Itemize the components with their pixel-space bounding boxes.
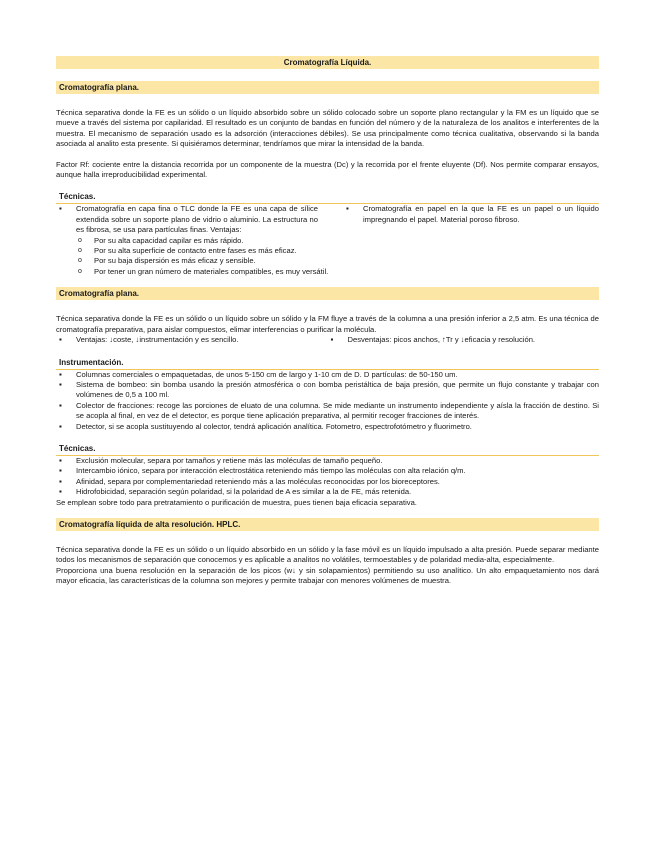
paragraph: Técnica separativa donde la FE es un sólido o un líquido absorbido sobre un sólido colocado sobre un soporte plano rectangular y la FM es un líquido que se mueve a través del sistema por capilaridad. El resultado es un conjunto de bandas en función del número y de la naturaleza de los analitos e interferentes de la muestra. El mecanismo de separación usado es la adsorción (interacciones débiles). Se usa principalmente como técnica cualitativa, observando si la banda asociada al analito esta presente. Si quisiéramos determinar, tendríamos que mirar la intensidad de la banda. [56, 108, 599, 149]
list-item: o Por su alta superficie de contacto entre fases es más eficaz. [56, 246, 599, 256]
list-item: ▪ Cromatografía en capa fina o TLC donde la FE es una capa de sílice extendida sobre un soporte plano de vidrio o aluminio. La estructura no es fibrosa, se usa para partículas finas. Ventajas: [56, 204, 318, 235]
document-title: Cromatografía Líquida. [56, 56, 599, 69]
list-item: ▪ Afinidad, separa por complementariedad reteniendo más a las moléculas reconocidas por los bioreceptores. [56, 477, 599, 487]
list-item-desventajas: ▪ Desventajas: picos anchos, ↑Tr y ↓eficacia y resolución. [328, 335, 600, 345]
section-heading-tecnicas-2: Técnicas. [56, 442, 599, 456]
list-item: ▪ Exclusión molecular, separa por tamaños y retiene más las moléculas de tamaño pequeño. [56, 456, 599, 466]
paragraph: Proporciona una buena resolución en la separación de los picos (w↓ y sin solapamientos) permitiendo su uso analítico. Un alto empaquetamiento nos dará mayor eficacia, las características de la columna son mejores y permite trabajar con menores volúmenes de muestra. [56, 565, 599, 586]
section-heading-instrumentacion: Instrumentación. [56, 356, 599, 370]
paragraph: Técnica separativa donde la FE es un sólido o un líquido absorbido en un sólido y la fase móvil es un líquido impulsado a alta presión. Puede separar mediante todos los mecanismos de separación que conocemos y es aplicable a analitos no volátiles, termoestables y de polaridad media-alta, especialmente. [56, 544, 599, 565]
two-column-list [56, 204, 599, 235]
list-item: o Por su baja dispersión es más eficaz y sensible. [56, 256, 599, 266]
instrumentacion-list [56, 370, 599, 432]
list-item: ▪ Hidrofobicidad, separación según polaridad, si la polaridad de A es similar a la de FE, más retenida. [56, 487, 599, 497]
list-item: ▪ Colector de fracciones: recoge las porciones de eluato de una columna. Se mide mediante un instrumento independiente y aísla la fracción de destino. Si se acopla al final, en vez de el detector, es porque tiene aplicación preparativa, al permitir recoger fracciones de interés. [56, 401, 599, 422]
left-column [56, 204, 318, 235]
list-item: ▪ Intercambio iónico, separa por interacción electrostática reteniendo más tiempo las moléculas con alta relación q/m. [56, 466, 599, 476]
right-column [343, 204, 599, 235]
section-heading-cromatografia-plana: Cromatografía plana. [56, 81, 599, 94]
list-item: ▪ Sistema de bombeo: sin bomba usando la presión atmosférica o con bomba peristáltica de baja presión, que permite un flujo constante y trabajar con volúmenes de 0,5 a 100 ml. [56, 380, 599, 401]
ventajas-list [56, 236, 599, 278]
paragraph: Técnica separativa donde la FE es un sólido o un líquido sobre un sólido y la FM fluye a través de la columna a una presión inferior a 2,5 atm. Es una técnica de cromatografía preparativa, para aislar compuestos, elimar interferencias o purificar la molécula. [56, 314, 599, 334]
section-heading-hplc: Cromatografía líquida de alta resolución. HPLC. [56, 518, 599, 531]
document-page [56, 56, 599, 587]
tecnicas-list [56, 456, 599, 498]
list-item: ▪ Detector, si se acopla sustituyendo al colector, tendrá aplicación analítica. Fotometro, espectrofotómetro y fluorimetro. [56, 422, 599, 432]
section-heading-tecnicas: Técnicas. [56, 190, 599, 204]
list-item: ▪ Cromatografía en papel en la que la FE es un papel o un líquido impregnando el papel. Material poroso fibroso. [343, 204, 599, 225]
paragraph: Factor Rf: cociente entre la distancia recorrida por un componente de la muestra (Dc) y la recorrida por el frente eluyente (Df). Nos permite comparar ensayos, aunque halla irreproducibilidad experimental. [56, 159, 599, 180]
list-item: ▪ Columnas comerciales o empaquetadas, de unos 5-150 cm de largo y 1-10 cm de D. D partículas: de 50-150 um. [56, 370, 599, 380]
list-item: o Por su alta capacidad capilar es más rápido. [56, 236, 599, 246]
paragraph: Se emplean sobre todo para pretratamiento o purificación de muestra, pues tienen baja eficacia separativa. [56, 497, 417, 507]
section-heading-cromatografia-plana-2: Cromatografía plana. [56, 287, 599, 300]
list-item: o Por tener un gran número de materiales compatibles, es muy versátil. [56, 267, 599, 277]
list-item-ventajas: ▪ Ventajas: ↓coste, ↓instrumentación y es sencillo. [56, 335, 328, 345]
pros-cons-row [56, 335, 599, 345]
